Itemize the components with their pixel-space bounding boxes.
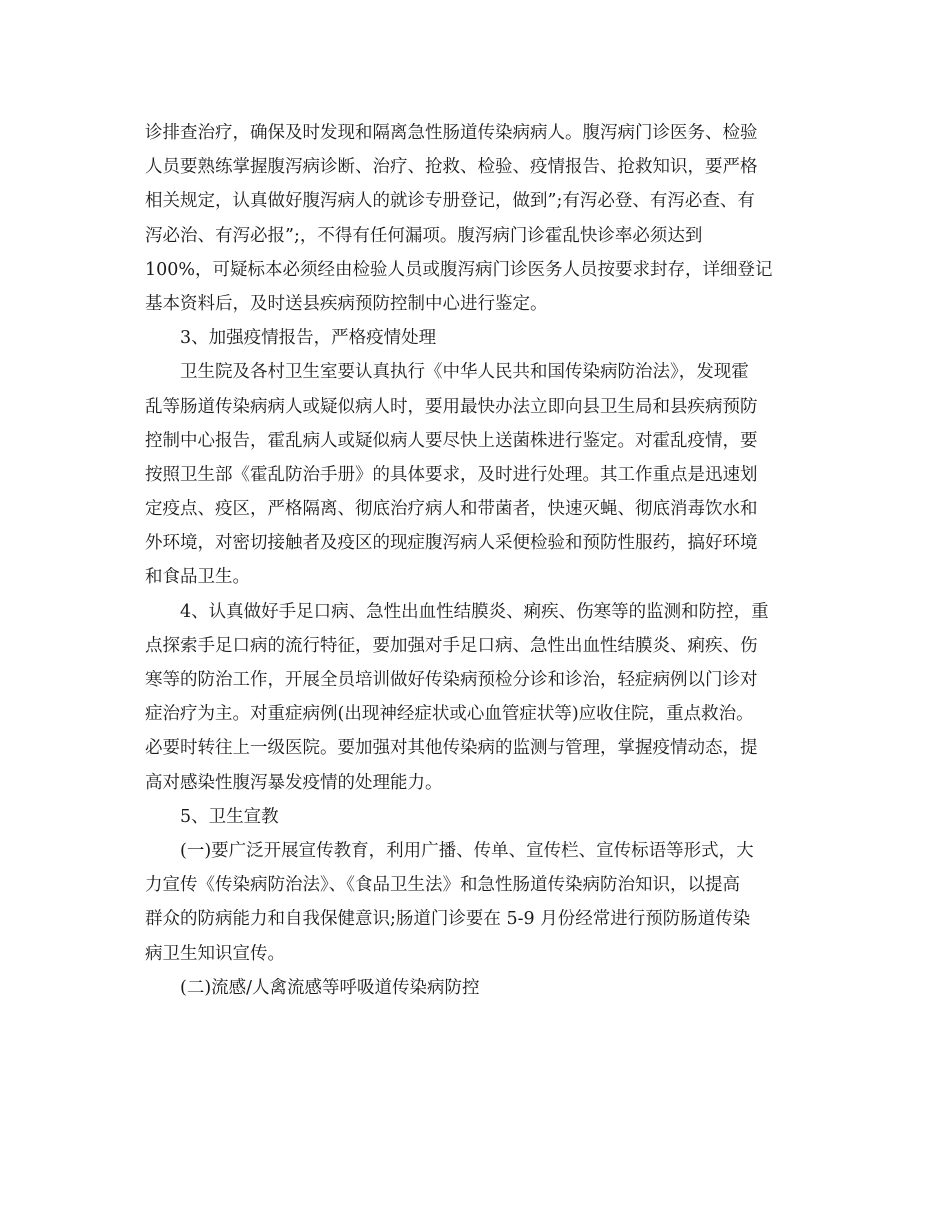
text-line: 群众的防病能力和自我保健意识;肠道门诊要在 5-9 月份经常进行预防肠道传染 [145, 909, 751, 930]
text-line: (一)要广泛开展宣传教育，利用广播、传单、宣传栏、宣传标语等形式，大 [180, 840, 754, 861]
text-line: 100%，可疑标本必须经由检验人员或腹泻病门诊医务人员按要求封存，详细登记 [145, 259, 773, 280]
text-line: 控制中心报告，霍乱病人或疑似病人要尽快上送菌株进行鉴定。对霍乱疫情，要 [145, 430, 758, 451]
text-line: 寒等的防治工作，开展全员培训做好传染病预检分诊和诊治，轻症病例以门诊对 [145, 670, 758, 690]
text-line: 人员要熟练掌握腹泻病诊断、治疗、抢救、检验、疫情报告、抢救知识，要严格 [145, 157, 758, 178]
text-line: 基本资料后，及时送县疾病预防控制中心进行鉴定。 [145, 293, 548, 314]
document-body [145, 116, 810, 1005]
text-line: 卫生院及各村卫生室要认真执行《中华人民共和国传染病防治法》，发现霍 [180, 362, 749, 383]
text-line: 按照卫生部《霍乱防治手册》的具体要求，及时进行处理。其工作重点是迅速划 [145, 464, 758, 485]
text-line: 相关规定，认真做好腹泻病人的就诊专册登记，做到”;有泻必登、有泻必查、有 [145, 191, 755, 212]
text-line: 诊排查治疗，确保及时发现和隔离急性肠道传染病病人。腹泻病门诊医务、检验 [145, 123, 758, 143]
text-line: 外环境，对密切接触者及疫区的现症腹泻病人采便检验和预防性服药，搞好环境 [145, 533, 758, 554]
text-line: 定疫点、疫区，严格隔离、彻底治疗病人和带菌者，快速灭蝇、彻底消毒饮水和 [145, 499, 758, 520]
text-line: 病卫生知识宣传。 [145, 943, 285, 964]
text-line: 4、认真做好手足口病、急性出血性结膜炎、痢疾、伤寒等的监测和防控，重 [180, 601, 769, 622]
text-line: (二)流感/人禽流感等呼吸道传染病防控 [180, 977, 480, 998]
text-line: 症治疗为主。对重症病例(出现神经症状或心血管症状等)应收住院，重点救治。 [145, 704, 754, 725]
text-line: 泻必治、有泻必报”;，不得有任何漏项。腹泻病门诊霍乱快诊率必须达到 [145, 225, 703, 246]
text-line: 必要时转往上一级医院。要加强对其他传染病的监测与管理，掌握疫情动态，提 [145, 738, 758, 759]
text-line: 5、卫生宣教 [180, 806, 279, 827]
text-line: 和食品卫生。 [145, 567, 250, 588]
text-line: 3、加强疫情报告，严格疫情处理 [180, 328, 437, 349]
text-line: 高对感染性腹泻暴发疫情的处理能力。 [145, 772, 443, 793]
text-line: 乱等肠道传染病病人或疑似病人时，要用最快办法立即向县卫生局和县疾病预防 [145, 396, 758, 417]
text-line: 力宣传《传染病防治法》、《食品卫生法》和急性肠道传染病防治知识，以提高 [145, 875, 740, 896]
text-line: 点探索手足口病的流行特征，要加强对手足口病、急性出血性结膜炎、痢疾、伤 [145, 635, 758, 656]
